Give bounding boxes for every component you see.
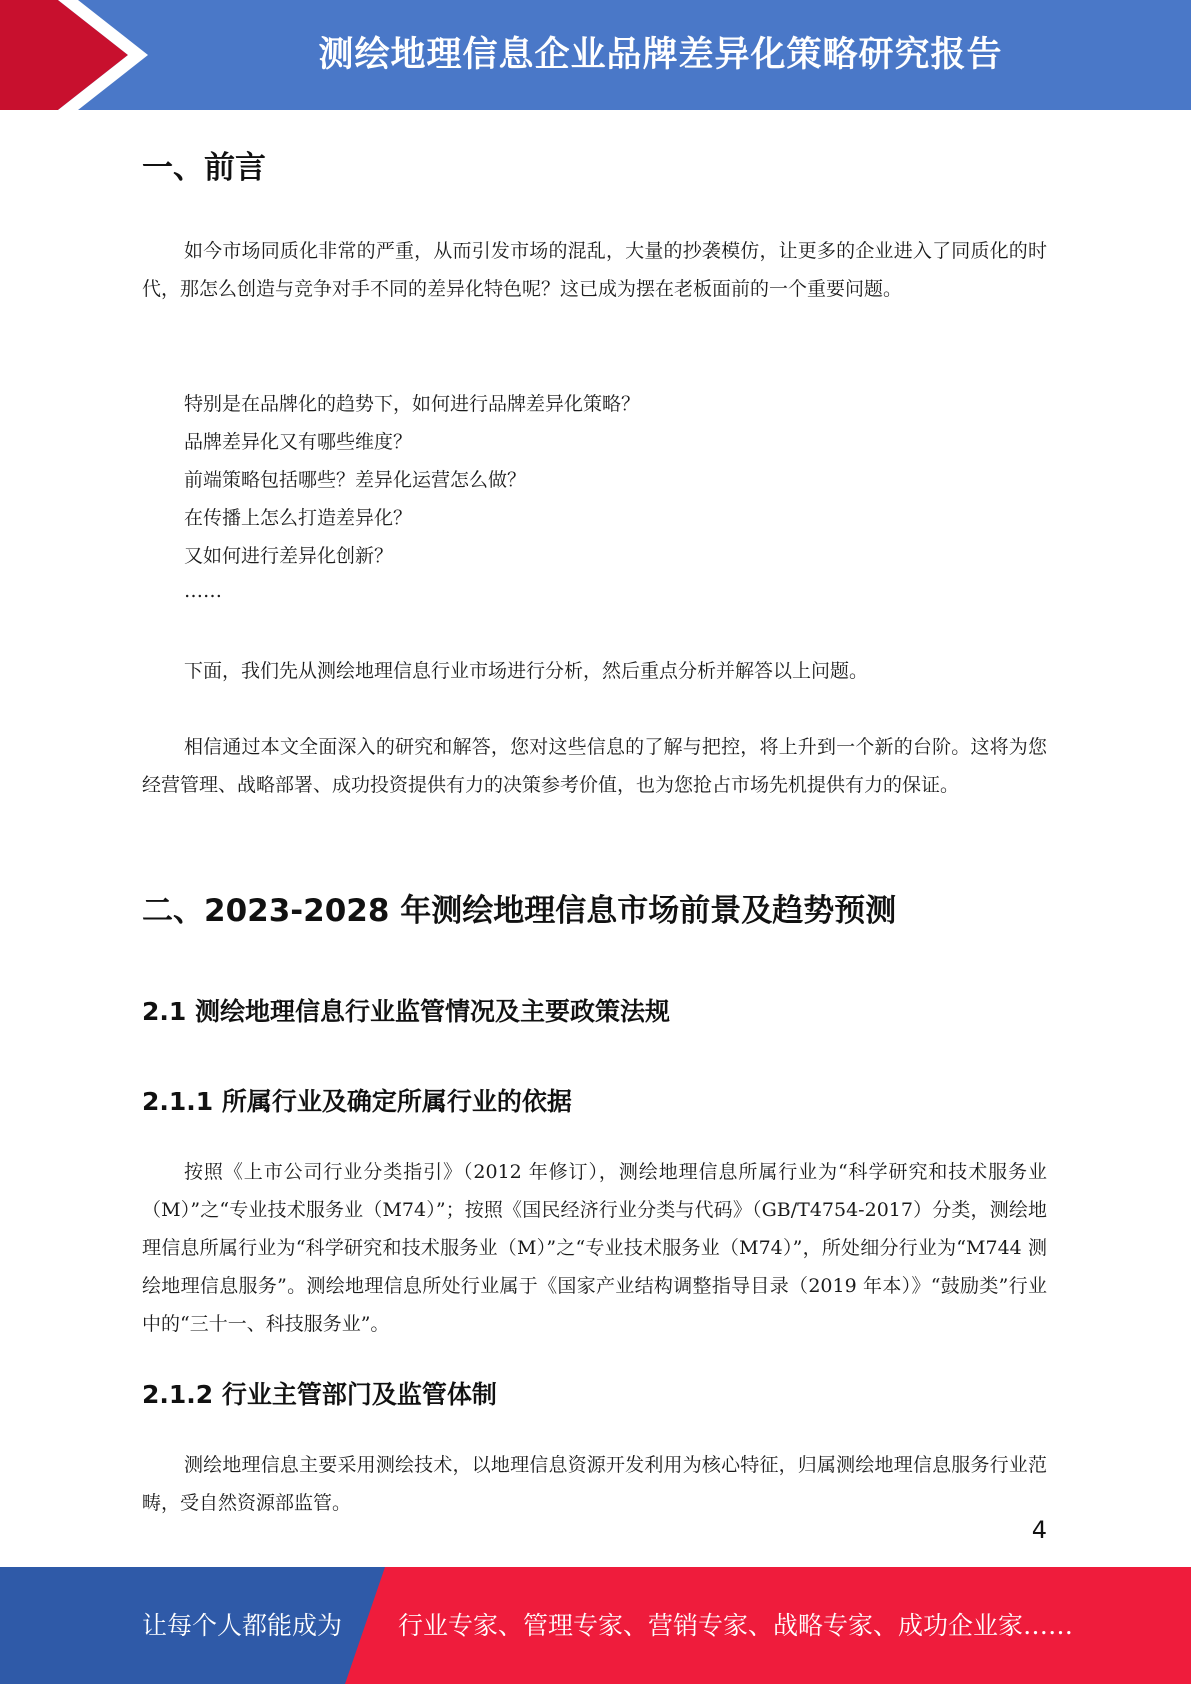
section-heading-preface: 一、前言 — [142, 150, 266, 186]
question-line-5: 又如何进行差异化创新？ — [184, 545, 394, 567]
footer-slogan-left: 让每个人都能成为 — [142, 1611, 343, 1640]
question-line-3: 前端策略包括哪些？差异化运营怎么做？ — [184, 469, 527, 491]
subsection-heading-2-1-1: 2.1.1 所属行业及确定所属行业的依据 — [142, 1087, 572, 1116]
paragraph-2-1-1: 按照《上市公司行业分类指引》（2012 年修订），测绘地理信息所属行业为“科学研究和技术服务业（M）”之“专业技术服务业（M74）”；按照《国民经济行业分类与代码》（GB/T4754-2017）分类，测绘地理信息所属行业为“科学研究和技术服务业（M）”之“专业技术服务业（M74）”，所处细分行业为“M744 测绘地理信息服务”。测绘地理信息所处行业属于《国家产业结构调整指导目录（2019 年本）》“鼓励类”行业中的“三十一、科技服务业”。 — [142, 1161, 1047, 1335]
subsection-heading-2-1-2: 2.1.2 行业主管部门及监管体制 — [142, 1380, 497, 1409]
question-line-2: 品牌差异化又有哪些维度？ — [184, 431, 413, 453]
section-heading-forecast: 二、2023-2028 年测绘地理信息市场前景及趋势预测 — [142, 893, 897, 929]
chevron-arrow-icon — [0, 0, 160, 110]
subsection-heading-2-1: 2.1 测绘地理信息行业监管情况及主要政策法规 — [142, 997, 670, 1026]
question-line-ellipsis: …… — [184, 580, 222, 602]
paragraph-2-1-2: 测绘地理信息主要采用测绘技术，以地理信息资源开发利用为核心特征，归属测绘地理信息服务行业范畴，受自然资源部监管。 — [142, 1454, 1047, 1514]
page-number: 4 — [1031, 1516, 1047, 1544]
preface-paragraph-3: 相信通过本文全面深入的研究和解答，您对这些信息的了解与把控，将上升到一个新的台阶。这将为您经营管理、战略部署、成功投资提供有力的决策参考价值，也为您抢占市场先机提供有力的保证。 — [142, 736, 1047, 796]
footer-banner — [0, 1567, 1191, 1684]
preface-paragraph-1: 如今市场同质化非常的严重，从而引发市场的混乱，大量的抄袭模仿，让更多的企业进入了同质化的时代，那怎么创造与竞争对手不同的差异化特色呢？这已成为摆在老板面前的一个重要问题。 — [142, 240, 1047, 300]
header-banner — [0, 0, 1191, 110]
question-line-4: 在传播上怎么打造差异化？ — [184, 507, 413, 529]
document-title: 测绘地理信息企业品牌差异化策略研究报告 — [318, 35, 1003, 75]
preface-paragraph-2: 下面，我们先从测绘地理信息行业市场进行分析，然后重点分析并解答以上问题。 — [184, 660, 869, 682]
question-line-1: 特别是在品牌化的趋势下，如何进行品牌差异化策略？ — [184, 393, 641, 415]
footer-slogan-right: 行业专家、管理专家、营销专家、战略专家、成功企业家…… — [398, 1611, 1074, 1640]
